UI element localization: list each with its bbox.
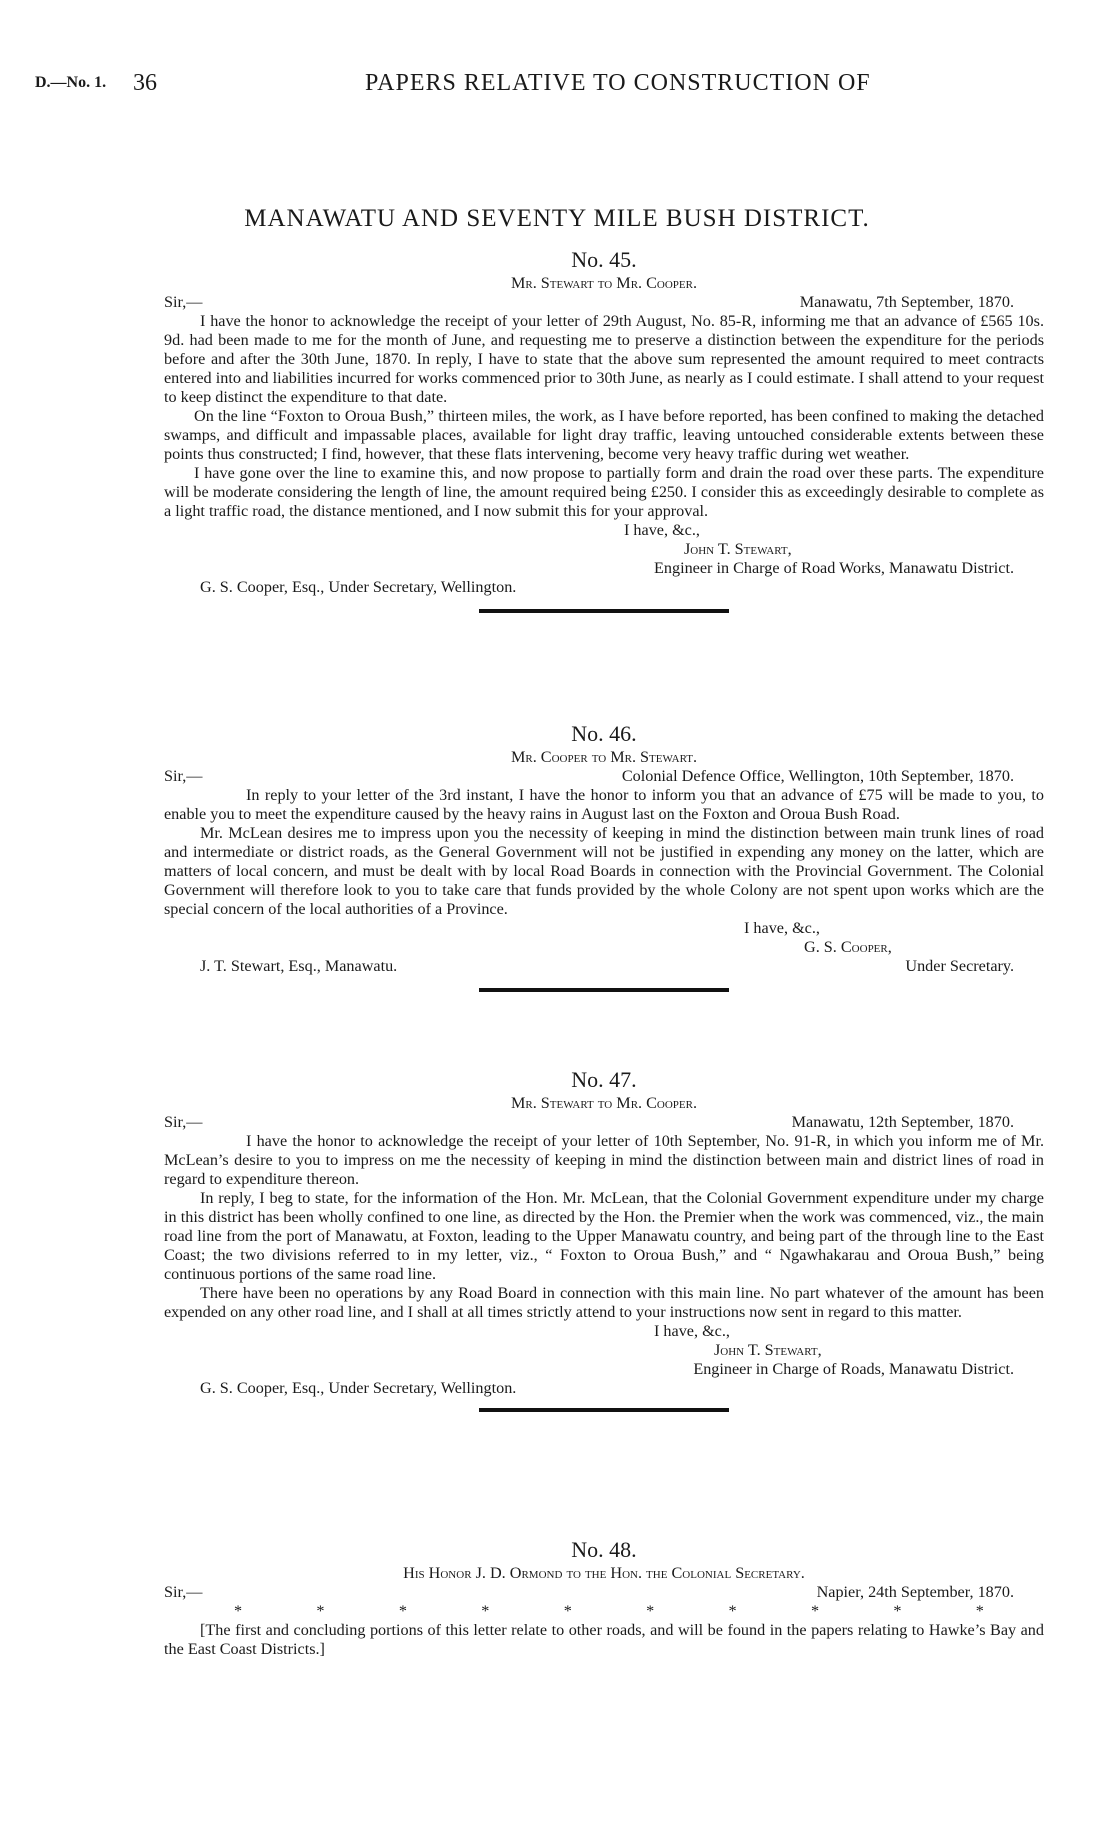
signature-title: Engineer in Charge of Road Works, Manawatu District.	[654, 559, 1014, 577]
closing: I have, &c.,	[744, 919, 820, 937]
paragraph: I have the honor to acknowledge the receipt of your letter of 10th September, No. 91-R, in which you inform me of Mr. McLean’s desire to you to impress on me the necessity of keeping in mind the distinction between main and district lines of road in regard to expenditure thereon.	[164, 1132, 1044, 1188]
document-reference: D.—No. 1.	[35, 74, 107, 91]
signature-title: Engineer in Charge of Roads, Manawatu District.	[693, 1360, 1014, 1378]
letter-48	[164, 1536, 1044, 1659]
letter-parties: His Honor J. D. Ormond to the Hon. the Colonial Secretary.	[403, 1564, 805, 1582]
place-date: Napier, 24th September, 1870.	[816, 1583, 1014, 1601]
letter-parties: Mr. Cooper to Mr. Stewart.	[510, 748, 698, 766]
salutation: Sir,—	[164, 1113, 203, 1131]
salutation-row	[164, 293, 1044, 312]
section-divider	[479, 609, 729, 613]
star: *	[810, 1602, 820, 1620]
paragraph: In reply to your letter of the 3rd instant, I have the honor to inform you that an advance of £75 will be made to you, to enable you to meet the expenditure caused by the heavy rains in August last on the Foxton and Oroua Bush Road.	[164, 786, 1044, 823]
paragraph: I have gone over the line to examine this, and now propose to partially form and drain the road over these parts. The expenditure will be moderate considering the length of line, the amount required being £250. I consider this as exceedingly desirable to complete as a light traffic road, the distance mentioned, and I now submit this for your approval.	[164, 464, 1044, 520]
salutation-row	[164, 1583, 1044, 1602]
star: *	[481, 1602, 490, 1620]
star: *	[728, 1602, 737, 1620]
letter-parties: Mr. Stewart to Mr. Cooper.	[510, 1094, 698, 1112]
star: *	[398, 1602, 407, 1620]
salutation: Sir,—	[164, 1583, 203, 1601]
place-date: Manawatu, 7th September, 1870.	[799, 293, 1014, 311]
star: *	[893, 1602, 902, 1620]
star: *	[234, 1602, 243, 1620]
addressee-row	[164, 957, 1044, 976]
ellipsis-stars	[164, 1602, 1044, 1621]
letter-number: No. 45.	[571, 247, 637, 272]
addressee: G. S. Cooper, Esq., Under Secretary, Wellington.	[200, 1379, 517, 1397]
letter-45	[164, 246, 1044, 613]
section-divider	[479, 1408, 729, 1412]
signature-title: Under Secretary.	[905, 957, 1014, 975]
paragraph: Mr. McLean desires me to impress upon you the necessity of keeping in mind the distinction between main trunk lines of road and intermediate or district roads, as the General Government will not be justified in expending any money on the latter, which are matters of local concern, and must be dealt with by local Road Boards in connection with the Provincial Government. The Colonial Government will therefore look to you to take care that funds provided by the whole Colony are not spent upon works which are the special concern of the local authorities of a Province.	[164, 824, 1044, 918]
letter-parties: Mr. Stewart to Mr. Cooper.	[510, 274, 698, 292]
star: *	[563, 1602, 572, 1620]
salutation: Sir,—	[164, 293, 203, 311]
closing: I have, &c.,	[654, 1322, 730, 1340]
signature: G. S. Cooper,	[804, 938, 892, 956]
salutation: Sir,—	[164, 767, 203, 785]
star: *	[646, 1602, 655, 1620]
letter-number: No. 47.	[571, 1067, 637, 1092]
paragraph: In reply, I beg to state, for the information of the Hon. Mr. McLean, that the Colonial Government expenditure under my charge in this district has been wholly confined to one line, as directed by the Hon. the Premier when the work was commenced, viz., the main road line from the port of Manawatu, at Foxton, leading to the Upper Manawatu country, and being part of the through line to the East Coast; the two divisions referred to in my letter, viz., “ Foxton to Oroua Bush,” and “ Ngawhakarau and Oroua Bush,” being continuous portions of the same road line.	[164, 1189, 1044, 1283]
section-divider	[479, 988, 729, 992]
place-date: Colonial Defence Office, Wellington, 10th September, 1870.	[621, 767, 1014, 785]
place-date: Manawatu, 12th September, 1870.	[791, 1113, 1014, 1131]
paragraph: On the line “Foxton to Oroua Bush,” thirteen miles, the work, as I have before reported, has been confined to making the detached swamps, and difficult and impassable places, available for light dray traffic, leaving untouched considerable extents between these points thus constructed; I find, however, that these flats intervening, become very heavy traffic during wet weather.	[164, 407, 1044, 463]
signature: John T. Stewart,	[714, 1341, 822, 1359]
section-heading: MANAWATU AND SEVENTY MILE BUSH DISTRICT.	[244, 205, 870, 232]
closing: I have, &c.,	[624, 521, 700, 539]
paragraph: I have the honor to acknowledge the receipt of your letter of 29th August, No. 85-R, informing me that an advance of £565 10s. 9d. had been made to me for the month of June, and requesting me to preserve a distinction between the expenditure for the periods before and after the 30th June, 1870. In reply, I have to state that the above sum represented the amount required to meet contracts entered into and liabilities incurred for works commenced prior to 30th June, as nearly as I could estimate. I shall attend to your request to keep distinct the expenditure to that date.	[164, 312, 1044, 406]
star: *	[975, 1602, 984, 1620]
paragraph: There have been no operations by any Road Board in connection with this main line. No part whatever of the amount has been expended on any other road line, and I shall at all times strictly attend to your instructions now sent in regard to this matter.	[164, 1284, 1044, 1321]
salutation-row	[164, 767, 1044, 786]
letter-number: No. 46.	[571, 721, 637, 746]
page-header	[35, 70, 1095, 100]
addressee: G. S. Cooper, Esq., Under Secretary, Wellington.	[200, 578, 517, 596]
page-number: 36	[133, 70, 157, 96]
letter-47	[164, 1066, 1044, 1412]
salutation-row	[164, 1113, 1044, 1132]
signature: John T. Stewart,	[684, 540, 792, 558]
star: *	[316, 1602, 325, 1620]
running-title: PAPERS RELATIVE TO CONSTRUCTION OF	[365, 70, 871, 96]
letter-number: No. 48.	[571, 1537, 637, 1562]
editorial-note: [The first and concluding portions of this letter relate to other roads, and will be found in the papers relating to Hawke’s Bay and the East Coast Districts.]	[164, 1621, 1044, 1658]
letter-46	[164, 720, 1044, 992]
addressee: J. T. Stewart, Esq., Manawatu.	[200, 957, 398, 975]
